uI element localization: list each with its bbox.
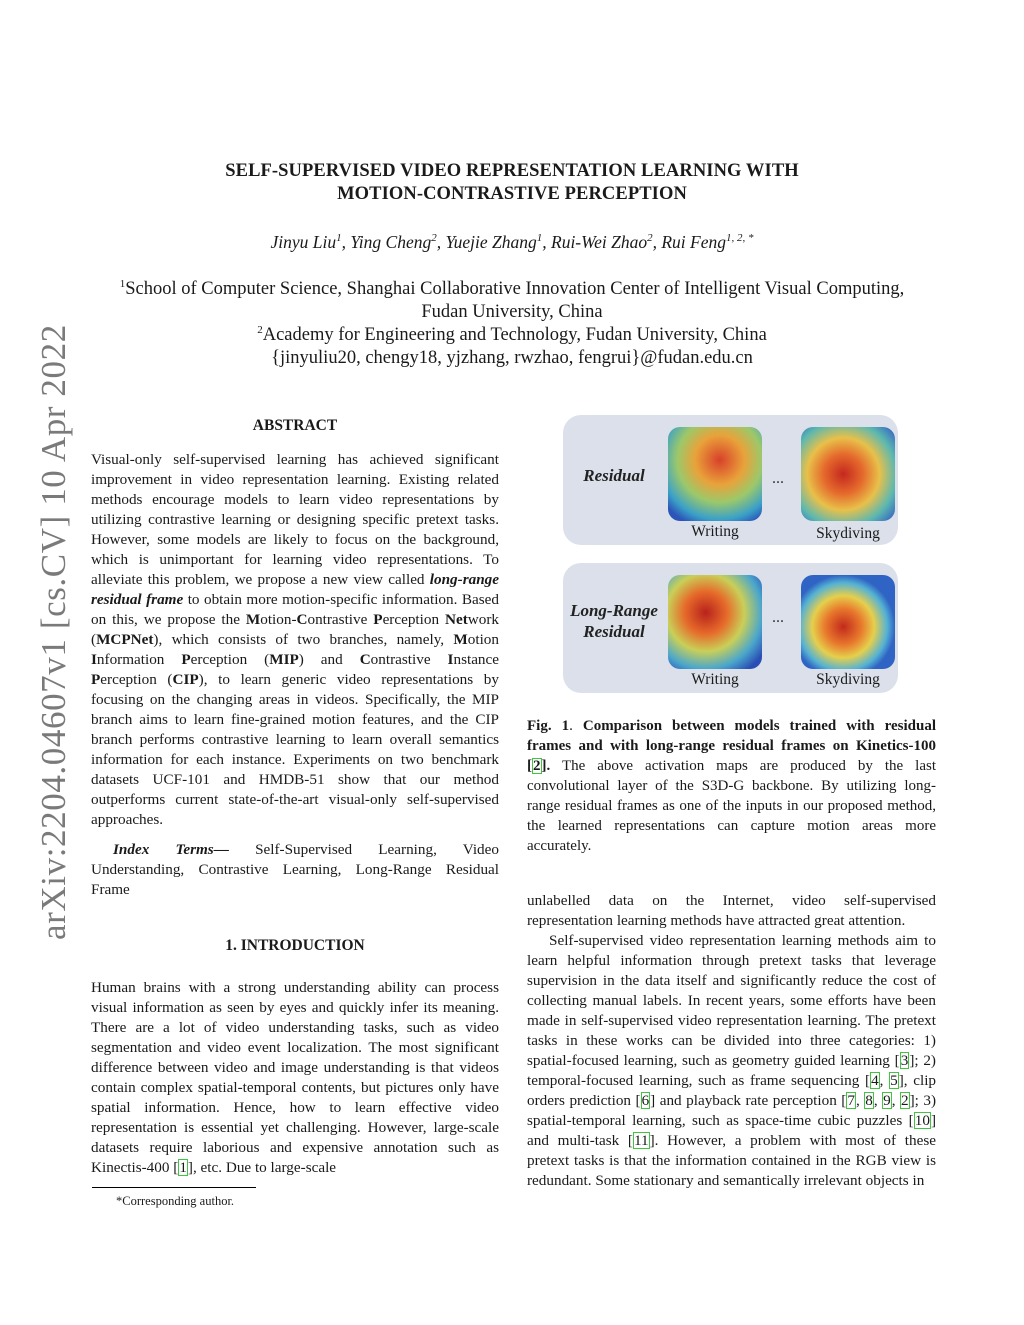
intro-text-part: ]. However, a problem with most of these pretext tasks is that the information contained in the RGB view is redundant. Some stationary and semantically irrelevant objects in xyxy=(527,1132,936,1189)
acronym-letter: I xyxy=(447,651,454,668)
acronym-rest: erception xyxy=(190,651,248,668)
author-affiliation-mark: 2 xyxy=(431,232,437,244)
mcpnet-acronym: MCPNet xyxy=(96,631,154,648)
author-affiliation-mark: 1, 2, * xyxy=(725,232,754,244)
abstract-text-part: to obtain more motion-specific information. Based on this, we propose the xyxy=(91,591,499,628)
citation-link[interactable]: 10 xyxy=(914,1112,930,1129)
long-range-residual-frame-term: long-range residual frame xyxy=(91,571,499,608)
intro-text-part: ]; 3) spatial-temporal learning, such as space-time cubic puzzles [ xyxy=(527,1092,937,1129)
abstract-text-part: ), to learn generic video representations by focusing on the changing areas in videos. Specifically, the MIP branch aims to learn fine-grained motion features, and the CIP branch performs contrastive learning to learn overall semantics information for each instance. Experiments on two benchmark datasets UCF-101 and HMDB-51 show that our method outperforms current state-of-the-art visual-only self-supervised approaches. xyxy=(91,671,499,828)
author-emails[interactable]: {jinyuliu20, chengy18, yjzhang, rwzhao, fengrui}@fudan.edu.cn xyxy=(271,348,753,368)
citation-link[interactable]: 5 xyxy=(890,1072,898,1089)
introduction-heading: 1. INTRODUCTION xyxy=(225,937,365,954)
image-label-writing: Writing xyxy=(691,523,739,540)
acronym-rest: erception xyxy=(100,671,157,688)
footnote: *Corresponding author. xyxy=(116,1194,235,1208)
acronym-rest: ontrastive xyxy=(307,611,374,628)
intro-paragraph-2: Self-supervised video representation learning methods aim to learn helpful information through pretext tasks that leverage supervision in the data itself and significantly reduce the cost of collecting manual labels. In recent years, some efforts have been made in self-supervised video representation learning. The pretext tasks in these works can be divided into three categories: 1) spatial-focused learning, such as geometry guided learning [3]; 2) temporal-focused learning, such as frame sequencing [4, 5], clip orders prediction [6] and playback rate perception [7, 8, 9, 2]; 3) spatial-temporal learning, such as space-time cubic puzzles [10] and multi-task [11]. However, a problem with most of these pretext tasks is that the information contained in the RGB view is redundant. Some stationary and semantically irrelevant objects in xyxy=(527,932,937,1189)
abstract-text-part: Visual-only self-supervised learning has achieved significant improvement in video representation learning. Existing related methods encourage models to learn video representations by utilizing contrastive learning or designing specific pretext tasks. However, some models are likely to focus on the background, which is unimportant for learning video representations. To alleviate this problem, we propose a new view called xyxy=(91,451,499,588)
acronym-letter: C xyxy=(359,651,371,668)
citation-link[interactable]: 11 xyxy=(633,1132,649,1149)
image-label-skydiving: Skydiving xyxy=(816,671,880,688)
abstract-heading: ABSTRACT xyxy=(252,417,338,434)
citation-link[interactable]: 8 xyxy=(865,1092,873,1109)
title-line-1: SELF-SUPERVISED VIDEO REPRESENTATION LEARNING WITH xyxy=(225,161,799,181)
right-column xyxy=(527,891,936,1191)
acronym-letter: I xyxy=(91,651,97,668)
ellipsis: ... xyxy=(772,470,784,487)
acronym-letter: P xyxy=(91,671,101,688)
acronym-rest: nstance xyxy=(453,651,500,668)
citation-link[interactable]: 2 xyxy=(533,758,541,774)
affiliation-2-text: Academy for Engineering and Technology, Fudan University, China xyxy=(262,325,767,345)
acronym-rest: otion- xyxy=(260,611,297,628)
author-name: Ying Cheng xyxy=(350,232,432,252)
author-name: Yuejie Zhang xyxy=(445,232,537,252)
row-label-line: Residual xyxy=(583,622,645,641)
image-label-skydiving: Skydiving xyxy=(816,525,880,542)
affiliation-1-line-1: School of Computer Science, Shanghai Collaborative Innovation Center of Intelligent Visual Computing, xyxy=(125,279,905,299)
figure-number: Fig. 1 xyxy=(527,718,570,734)
acronym-letter: P xyxy=(181,651,191,668)
image-label-writing: Writing xyxy=(691,671,739,688)
caption-text-part: The above activation maps are produced by the last convolutional layer of the S3D-G backbone. By utilizing long-range residual frames as one of the inputs in our proposed method, the learned representations can capture motion areas more accurately. xyxy=(527,758,936,854)
mip-acronym: MIP xyxy=(269,651,299,668)
citation-link[interactable]: 6 xyxy=(641,1092,650,1109)
row-label-residual: Residual xyxy=(583,466,645,485)
intro-text-part: ]; 2) temporal-focused learning, such as frame sequencing [ xyxy=(527,1052,936,1089)
heatmap-long-range-writing xyxy=(668,575,762,669)
acronym-letter: Net xyxy=(444,611,468,628)
row-label-line: Long-Range xyxy=(570,601,658,620)
acronym-letter: C xyxy=(296,611,308,628)
citation-link[interactable]: 2 xyxy=(901,1092,909,1109)
caption-bold-text: Comparison between models trained with residual frames and with long-range residual frames on Kinetics-100 [ xyxy=(527,718,936,774)
acronym-rest: ontrastive xyxy=(370,651,448,668)
abstract-text-part: ) and xyxy=(298,651,360,668)
intro-text-part: Human brains with a strong understanding ability can process visual information as seen by eyes and quickly infer its meaning. There are a lot of video understanding tasks, such as video segmentation and video event localization. The most significant difference between video and image understanding is that videos contain complex spatial-temporal contents, but pictures only have spatial information. Hence, how to learn effective video representation is essential yet challenging. However, large-scale datasets require laborious and expensive annotation such as Kinectis-400 [ xyxy=(91,979,499,1176)
acronym-letter: M xyxy=(453,631,468,648)
intro-text-part: Self-supervised video representation learning methods aim to learn helpful information through pretext tasks that leverage supervision in the data itself and significantly reduce the cost of collecting manual labels. In recent years, some efforts have been made in self-supervised video representation learning. The pretext tasks in these works can be divided into three categories: 1) spatial-focused learning, such as geometry guided learning [ xyxy=(527,932,936,1069)
title-line-2: MOTION-CONTRASTIVE PERCEPTION xyxy=(337,184,687,204)
heatmap-residual-writing xyxy=(668,427,762,521)
citation-link[interactable]: 9 xyxy=(883,1092,891,1109)
heatmap-residual-skydiving xyxy=(801,427,895,521)
heatmap-long-range-skydiving xyxy=(801,575,895,669)
intro-text-part: ] and multi-task [ xyxy=(527,1112,936,1149)
author-name: Rui Feng xyxy=(661,232,726,252)
intro-text-part: ] and playback rate perception [ xyxy=(650,1092,847,1109)
author-name: Rui-Wei Zhao xyxy=(551,232,648,252)
author-list: Jinyu Liu$^1$, Ying Cheng$^2$, Yuejie Zhang$^1$, Rui-Wei Zhao$^2$, Rui Feng$^{1, 2, *}$ xyxy=(270,232,754,252)
acronym-rest: erception xyxy=(382,611,445,628)
citation-link[interactable]: 1 xyxy=(179,1159,187,1176)
abstract-text-part: ), which consists of two branches, namely, xyxy=(153,631,454,648)
citation-link[interactable]: 7 xyxy=(847,1092,855,1109)
index-terms-label: Index Terms— xyxy=(113,841,229,858)
abstract-text-part: ( xyxy=(91,631,97,648)
intro-paragraph-1-continued: unlabelled data on the Internet, video self-supervised representation learning methods have attracted great attention. xyxy=(527,892,936,929)
affiliation-1-line-2: Fudan University, China xyxy=(421,302,603,322)
author-affiliation-mark: 2 xyxy=(647,232,653,244)
abstract-text-part: ( xyxy=(156,671,173,688)
author-name: Jinyu Liu xyxy=(270,232,337,252)
ellipsis: ... xyxy=(772,609,784,626)
intro-text-part: ], etc. Due to large-scale xyxy=(187,1159,337,1176)
abstract-text-part: ( xyxy=(247,651,270,668)
author-affiliation-mark: 1 xyxy=(536,232,543,244)
index-terms-text: Self-Supervised Learning, Video Understanding, Contrastive Learning, Long-Range Residual Frame xyxy=(91,841,499,898)
acronym-rest: work xyxy=(467,611,499,628)
author-affiliation-mark: 1 xyxy=(336,232,342,244)
intro-text-part: ], clip orders prediction [ xyxy=(527,1072,937,1109)
affiliation-mark: 1 xyxy=(119,278,126,290)
arxiv-side-label: arXiv:2204.04607v1 [cs.CV] 10 Apr 2022 xyxy=(34,324,73,940)
acronym-letter: M xyxy=(245,611,261,628)
cip-acronym: CIP xyxy=(172,671,199,688)
acronym-rest: nformation xyxy=(96,651,182,668)
citation-link[interactable]: 4 xyxy=(871,1072,879,1089)
caption-text-part: . xyxy=(569,718,583,734)
figure-caption xyxy=(527,716,936,856)
affiliation-mark: 2 xyxy=(257,324,263,336)
caption-bold-text: ]. xyxy=(541,758,551,774)
citation-link[interactable]: 3 xyxy=(900,1052,909,1069)
acronym-letter: P xyxy=(373,611,383,628)
acronym-rest: otion xyxy=(467,631,499,648)
